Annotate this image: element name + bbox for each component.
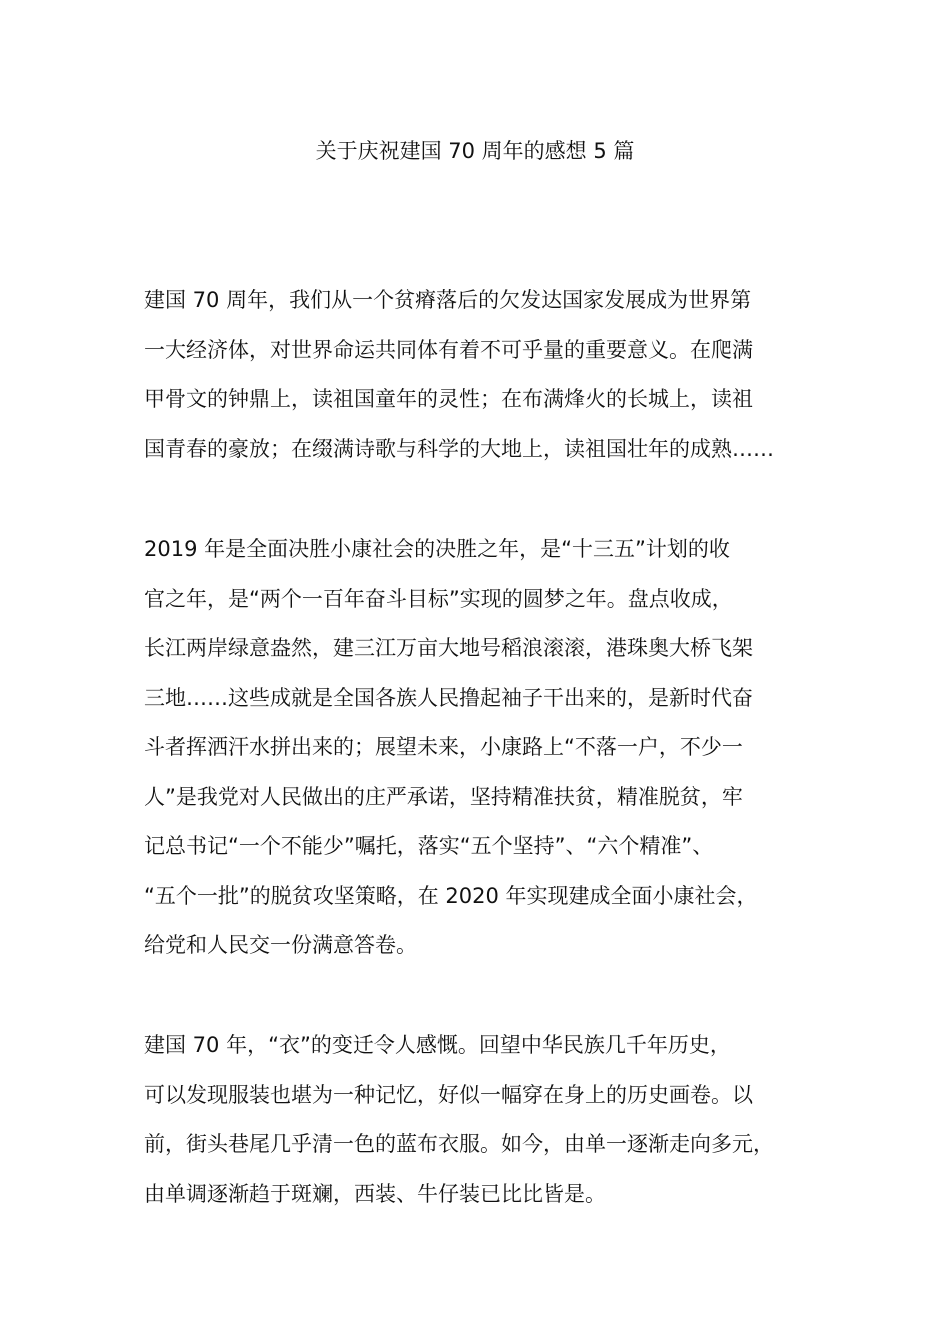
paragraph-line: 甲骨文的钟鼎上，读祖国童年的灵性；在布满烽火的长城上，读祖	[144, 387, 753, 411]
paragraph-line: 可以发现服装也堪为一种记忆，好似一幅穿在身上的历史画卷。以	[144, 1082, 753, 1107]
paragraph-line: 建国 70 年，“衣”的变迁令人感慨。回望中华民族几千年历史，	[144, 1033, 731, 1057]
paragraph-line: 2019 年是全面决胜小康社会的决胜之年，是“十三五”计划的收	[144, 537, 730, 561]
paragraph-2	[144, 525, 824, 971]
paragraph-line: 一大经济体，对世界命运共同体有着不可乎量的重要意义。在爬满	[144, 337, 753, 362]
paragraph-3	[144, 1021, 824, 1219]
paragraph-line: 前，街头巷尾几乎清一色的蓝布衣服。如今，由单一逐渐走向多元，	[144, 1132, 774, 1156]
paragraph-line: 人”是我党对人民做出的庄严承诺，坚持精准扶贫，精准脱贫，牢	[144, 784, 743, 809]
paragraph-line: 由单调逐渐趋于斑斓，西装、牛仔装已比比皆是。	[144, 1181, 606, 1206]
document-title: 关于庆祝建国 70 周年的感想 5 篇	[315, 139, 635, 163]
paragraph-line: 国青春的豪放；在缀满诗歌与科学的大地上，读祖国壮年的成熟……	[144, 436, 774, 461]
paragraph-line: 斗者挥洒汗水拼出来的；展望未来，小康路上“不落一户，不少一	[144, 735, 743, 759]
paragraph-line: 三地……这些成就是全国各族人民撸起袖子干出来的，是新时代奋	[144, 685, 753, 710]
paragraph-line: “五个一批”的脱贫攻坚策略，在 2020 年实现建成全面小康社会，	[144, 883, 758, 908]
paragraph-line: 记总书记“一个不能少”嘱托，落实“五个坚持”、“六个精准”、	[144, 834, 714, 858]
paragraph-1	[144, 276, 824, 474]
paragraph-line: 给党和人民交一份满意答卷。	[144, 933, 417, 957]
paragraph-line: 长江两岸绿意盎然，建三江万亩大地号稻浪滚滚，港珠奥大桥飞架	[144, 636, 753, 660]
paragraph-line: 官之年，是“两个一百年奋斗目标”实现的圆梦之年。盘点收成，	[144, 586, 733, 611]
paragraph-line: 建国 70 周年，我们从一个贫瘠落后的欠发达国家发展成为世界第	[144, 288, 752, 312]
